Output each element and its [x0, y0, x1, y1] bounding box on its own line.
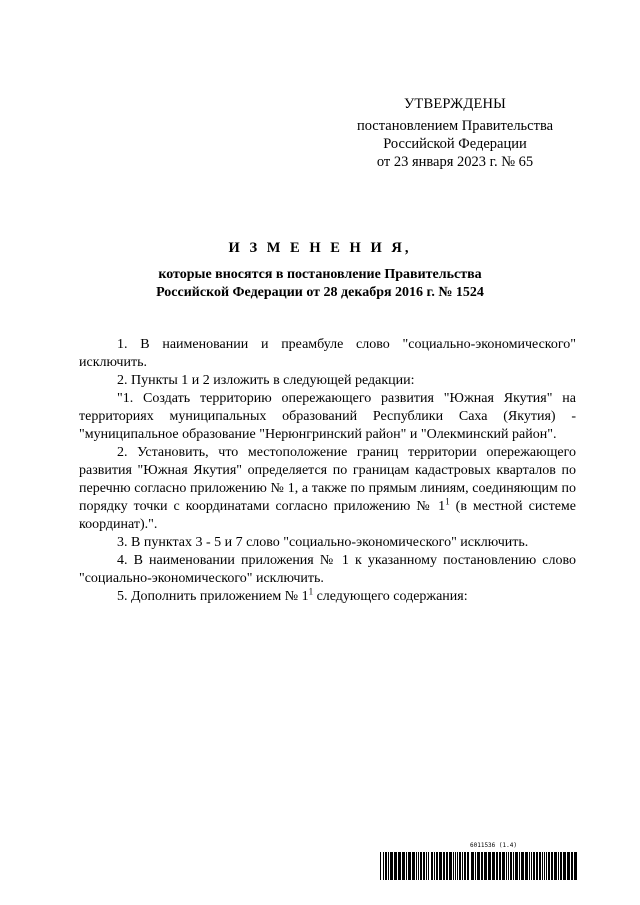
approval-line-3: от 23 января 2023 г. № 65 — [376, 154, 534, 170]
approval-line-1: постановлением Правительства — [356, 118, 554, 134]
document-title: И З М Е Н Е Н И Я, — [228, 240, 412, 256]
paragraph-6: 4. В наименовании приложения № 1 к указанному постановлению слово "социально-экономического" исключить. — [79, 553, 576, 586]
paragraph-4 — [79, 444, 576, 534]
approval-heading: УТВЕРЖДЕНЫ — [403, 96, 507, 112]
approval-line-2: Российской Федерации — [383, 136, 527, 152]
barcode-icon — [380, 852, 580, 880]
paragraph-4-text: 2. Установить, что местоположение границ территории опережающего развития "Южная Якутия" определяется по границам кадастровых кварталов по перечню согласно приложению № 1, а также по прямым линиям, соединяющим по порядку точки с координатами согласно приложению № 1 — [79, 445, 576, 514]
document-body — [79, 336, 576, 606]
paragraph-4-tail: (в местной системе координат).". — [79, 499, 576, 532]
paragraph-7-tail: следующего содержания: — [313, 589, 468, 604]
paragraph-4-superscript: 1 — [445, 496, 450, 507]
paragraph-3: "1. Создать территорию опережающего развития "Южная Якутия" на территориях муниципальных образований Республики Саха (Якутия) - "муниципальное образование "Нерюнгринский район" и "Олекминский район". — [79, 391, 576, 442]
paragraph-5: 3. В пунктах 3 - 5 и 7 слово "социально-экономического" исключить. — [117, 535, 529, 550]
approval-block — [330, 95, 580, 171]
paragraph-7-superscript: 1 — [308, 586, 314, 597]
barcode-number: 6011536 (1.4) — [470, 842, 517, 849]
subtitle-line-2: Российской Федерации от 28 декабря 2016 г. № 1524 — [156, 285, 484, 300]
subtitle-line-1: которые вносятся в постановление Правительства — [158, 267, 482, 282]
document-subtitle — [0, 266, 640, 302]
paragraph-7 — [79, 588, 576, 606]
paragraph-7-text: 5. Дополнить приложением № 1 — [117, 589, 309, 604]
paragraph-2: 2. Пункты 1 и 2 изложить в следующей редакции: — [117, 373, 415, 388]
paragraph-1: 1. В наименовании и преамбуле слово "социально-экономического" исключить. — [79, 337, 576, 370]
barcode-block — [380, 842, 580, 882]
